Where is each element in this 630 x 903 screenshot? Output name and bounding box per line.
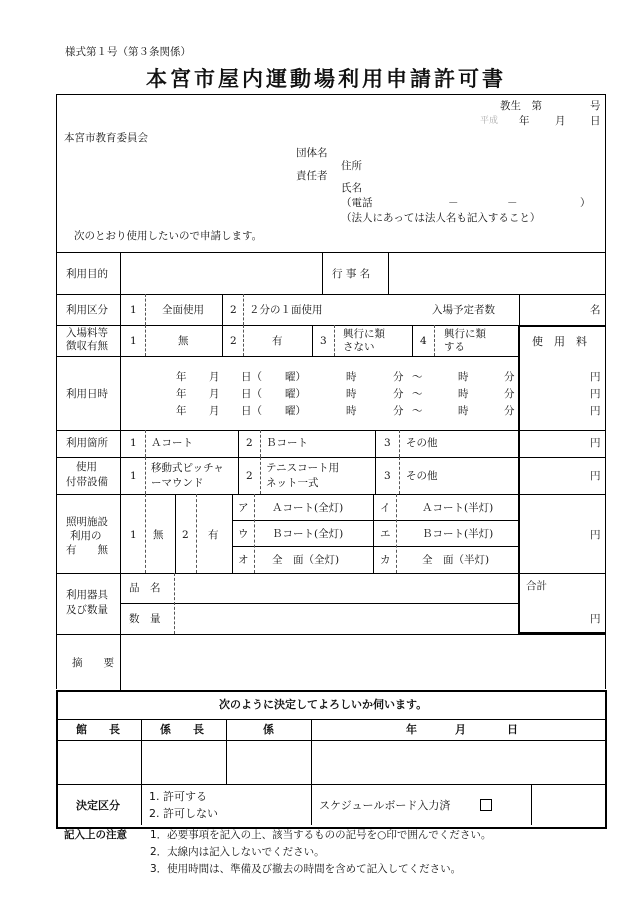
date-year: 年 xyxy=(519,115,530,127)
lighting-b-court-half: Ｂコート(半灯) xyxy=(422,528,494,540)
lighting-key-i: イ xyxy=(380,502,391,514)
note-1: 1．必要事項を記入の上、該当するものの記号を○印で囲んでください。 xyxy=(150,829,492,841)
equipment-yen: 円 xyxy=(590,470,601,482)
fee-collect-label-1: 入場料等 xyxy=(66,327,108,339)
equipment-opt3-num: 3 xyxy=(384,470,391,482)
lighting-a-court-full: Ａコート(全灯) xyxy=(272,502,344,514)
location-opt2-num: 2 xyxy=(246,437,253,449)
attendees-label: 入場予定者数 xyxy=(432,304,495,316)
number-suffix: 号 xyxy=(590,100,601,112)
items-label-2: 及び数量 xyxy=(66,604,108,616)
lighting-key-ka: カ xyxy=(380,554,391,566)
approval-year: 年 xyxy=(406,723,417,736)
datetime-yen-2: 円 xyxy=(590,388,601,400)
fee-opt2: 有 xyxy=(272,335,283,347)
lighting-opt2-num: 2 xyxy=(182,529,189,541)
lighting-b-court-full: Ｂコート(全灯) xyxy=(272,528,344,540)
note-2: 2．太線内は記入しないでください。 xyxy=(150,846,325,858)
equipment-label-2: 付帯設備 xyxy=(66,476,108,488)
fee-opt3-line1: 興行に類 xyxy=(343,328,385,340)
attendees-unit: 名 xyxy=(590,304,601,316)
fee-opt3-line2: さない xyxy=(343,341,375,353)
equipment-opt2-line2: ネット一式 xyxy=(266,477,319,489)
item-quantity-label: 数 量 xyxy=(129,613,161,625)
lighting-opt1-num: 1 xyxy=(130,529,137,541)
location-opt3: その他 xyxy=(406,437,438,449)
location-opt2: Ｂコート xyxy=(266,437,308,449)
staff-header: 係 xyxy=(263,723,274,736)
equipment-opt1-line1: 移動式ピッチャ xyxy=(151,462,224,474)
location-label: 利用箇所 xyxy=(66,437,108,449)
lighting-yen: 円 xyxy=(590,529,601,541)
category-opt2-num: 2 xyxy=(230,304,237,316)
lighting-key-a: ア xyxy=(238,502,249,514)
form-id: 様式第１号（第３条関係） xyxy=(65,46,191,58)
phone-paren-close: ） xyxy=(580,197,591,209)
page-title: 本宮市屋内運動場利用申請許可書 xyxy=(146,66,506,91)
note-3: 3．使用時間は、準備及び撤去の時間を含めて記入してください。 xyxy=(150,863,462,875)
approval-day: 日 xyxy=(507,723,518,736)
category-label: 利用区分 xyxy=(66,304,108,316)
notes-heading: 記入上の注意 xyxy=(64,829,127,841)
location-opt3-num: 3 xyxy=(384,437,391,449)
fee-opt2-num: 2 xyxy=(230,335,237,347)
lighting-all-full: 全 面（全灯) xyxy=(272,554,340,566)
equipment-opt2-num: 2 xyxy=(246,470,253,482)
lighting-label-3: 有 無 xyxy=(66,544,108,556)
name-label: 氏名 xyxy=(341,182,362,194)
usage-fee-header: 使 用 料 xyxy=(532,335,587,348)
fee-opt1-num: 1 xyxy=(130,335,137,347)
chief-header: 係 長 xyxy=(160,723,204,736)
location-opt1: Ａコート xyxy=(151,437,193,449)
era-label: 平成 xyxy=(480,116,499,126)
lighting-key-e: エ xyxy=(380,528,391,540)
equipment-opt1-num: 1 xyxy=(130,470,137,482)
approval-month: 月 xyxy=(455,723,466,736)
category-opt1: 全面使用 xyxy=(162,304,204,316)
phone-dash-1: － xyxy=(448,197,459,209)
location-opt1-num: 1 xyxy=(130,437,137,449)
lighting-label-2: 利用の xyxy=(70,530,102,542)
category-opt2: ２分の１面使用 xyxy=(249,304,323,316)
decision-label: 決定区分 xyxy=(76,799,120,812)
lighting-label-1: 照明施設 xyxy=(66,516,108,528)
lighting-opt2: 有 xyxy=(208,529,219,541)
datetime-yen-3: 円 xyxy=(590,405,601,417)
date-day: 日 xyxy=(590,115,601,127)
remarks-label: 摘 要 xyxy=(72,657,114,669)
lighting-key-o: オ xyxy=(238,554,249,566)
director-header: 館 長 xyxy=(76,723,120,736)
fee-opt4-num: 4 xyxy=(420,335,427,347)
number-prefix: 教生 第 xyxy=(500,100,542,112)
addressee: 本宮市教育委員会 xyxy=(64,132,148,144)
fee-opt1: 無 xyxy=(178,335,189,347)
phone-dash-2: － xyxy=(507,197,518,209)
decision-permit: 1. 許可する xyxy=(149,790,207,803)
lighting-key-u: ウ xyxy=(238,528,249,540)
total-yen: 円 xyxy=(590,613,601,625)
schedule-board-checkbox[interactable] xyxy=(480,799,492,811)
fee-opt3-num: 3 xyxy=(320,335,327,347)
corp-note: （法人にあっては法人名も記入すること） xyxy=(341,212,541,224)
responsible-label: 責任者 xyxy=(296,170,328,182)
equipment-opt2-line1: テニスコート用 xyxy=(266,462,340,474)
approval-banner: 次のように決定してよろしいか伺います。 xyxy=(219,698,428,711)
fee-collect-label-2: 徴収有無 xyxy=(66,340,108,352)
category-opt1-num: 1 xyxy=(130,304,137,316)
equipment-opt3: その他 xyxy=(406,470,438,482)
datetime-yen-1: 円 xyxy=(590,371,601,383)
fee-opt4-line2: する xyxy=(444,341,465,353)
equipment-opt1-line2: ーマウンド xyxy=(151,477,204,489)
items-label-1: 利用器具 xyxy=(66,589,108,601)
datetime-label: 利用日時 xyxy=(66,388,108,400)
decision-deny: 2. 許可しない xyxy=(149,807,218,820)
equipment-label-1: 使用 xyxy=(76,461,97,473)
phone-label: （電話 xyxy=(341,197,373,209)
date-month: 月 xyxy=(555,115,566,127)
address-label: 住所 xyxy=(341,160,362,172)
location-yen: 円 xyxy=(590,437,601,449)
purpose-label: 利用目的 xyxy=(66,268,108,280)
event-name-label: 行 事 名 xyxy=(332,268,371,280)
lighting-a-court-half: Ａコート(半灯) xyxy=(422,502,494,514)
total-label: 合計 xyxy=(526,580,547,592)
request-text: 次のとおり使用したいので申請します。 xyxy=(74,230,263,242)
schedule-board-label: スケジュールボード入力済 xyxy=(319,799,451,812)
lighting-opt1: 無 xyxy=(153,529,164,541)
item-name-label: 品 名 xyxy=(129,582,161,594)
lighting-all-half: 全 面（半灯) xyxy=(422,554,490,566)
group-name-label: 団体名 xyxy=(296,147,328,159)
fee-opt4-line1: 興行に類 xyxy=(444,328,486,340)
